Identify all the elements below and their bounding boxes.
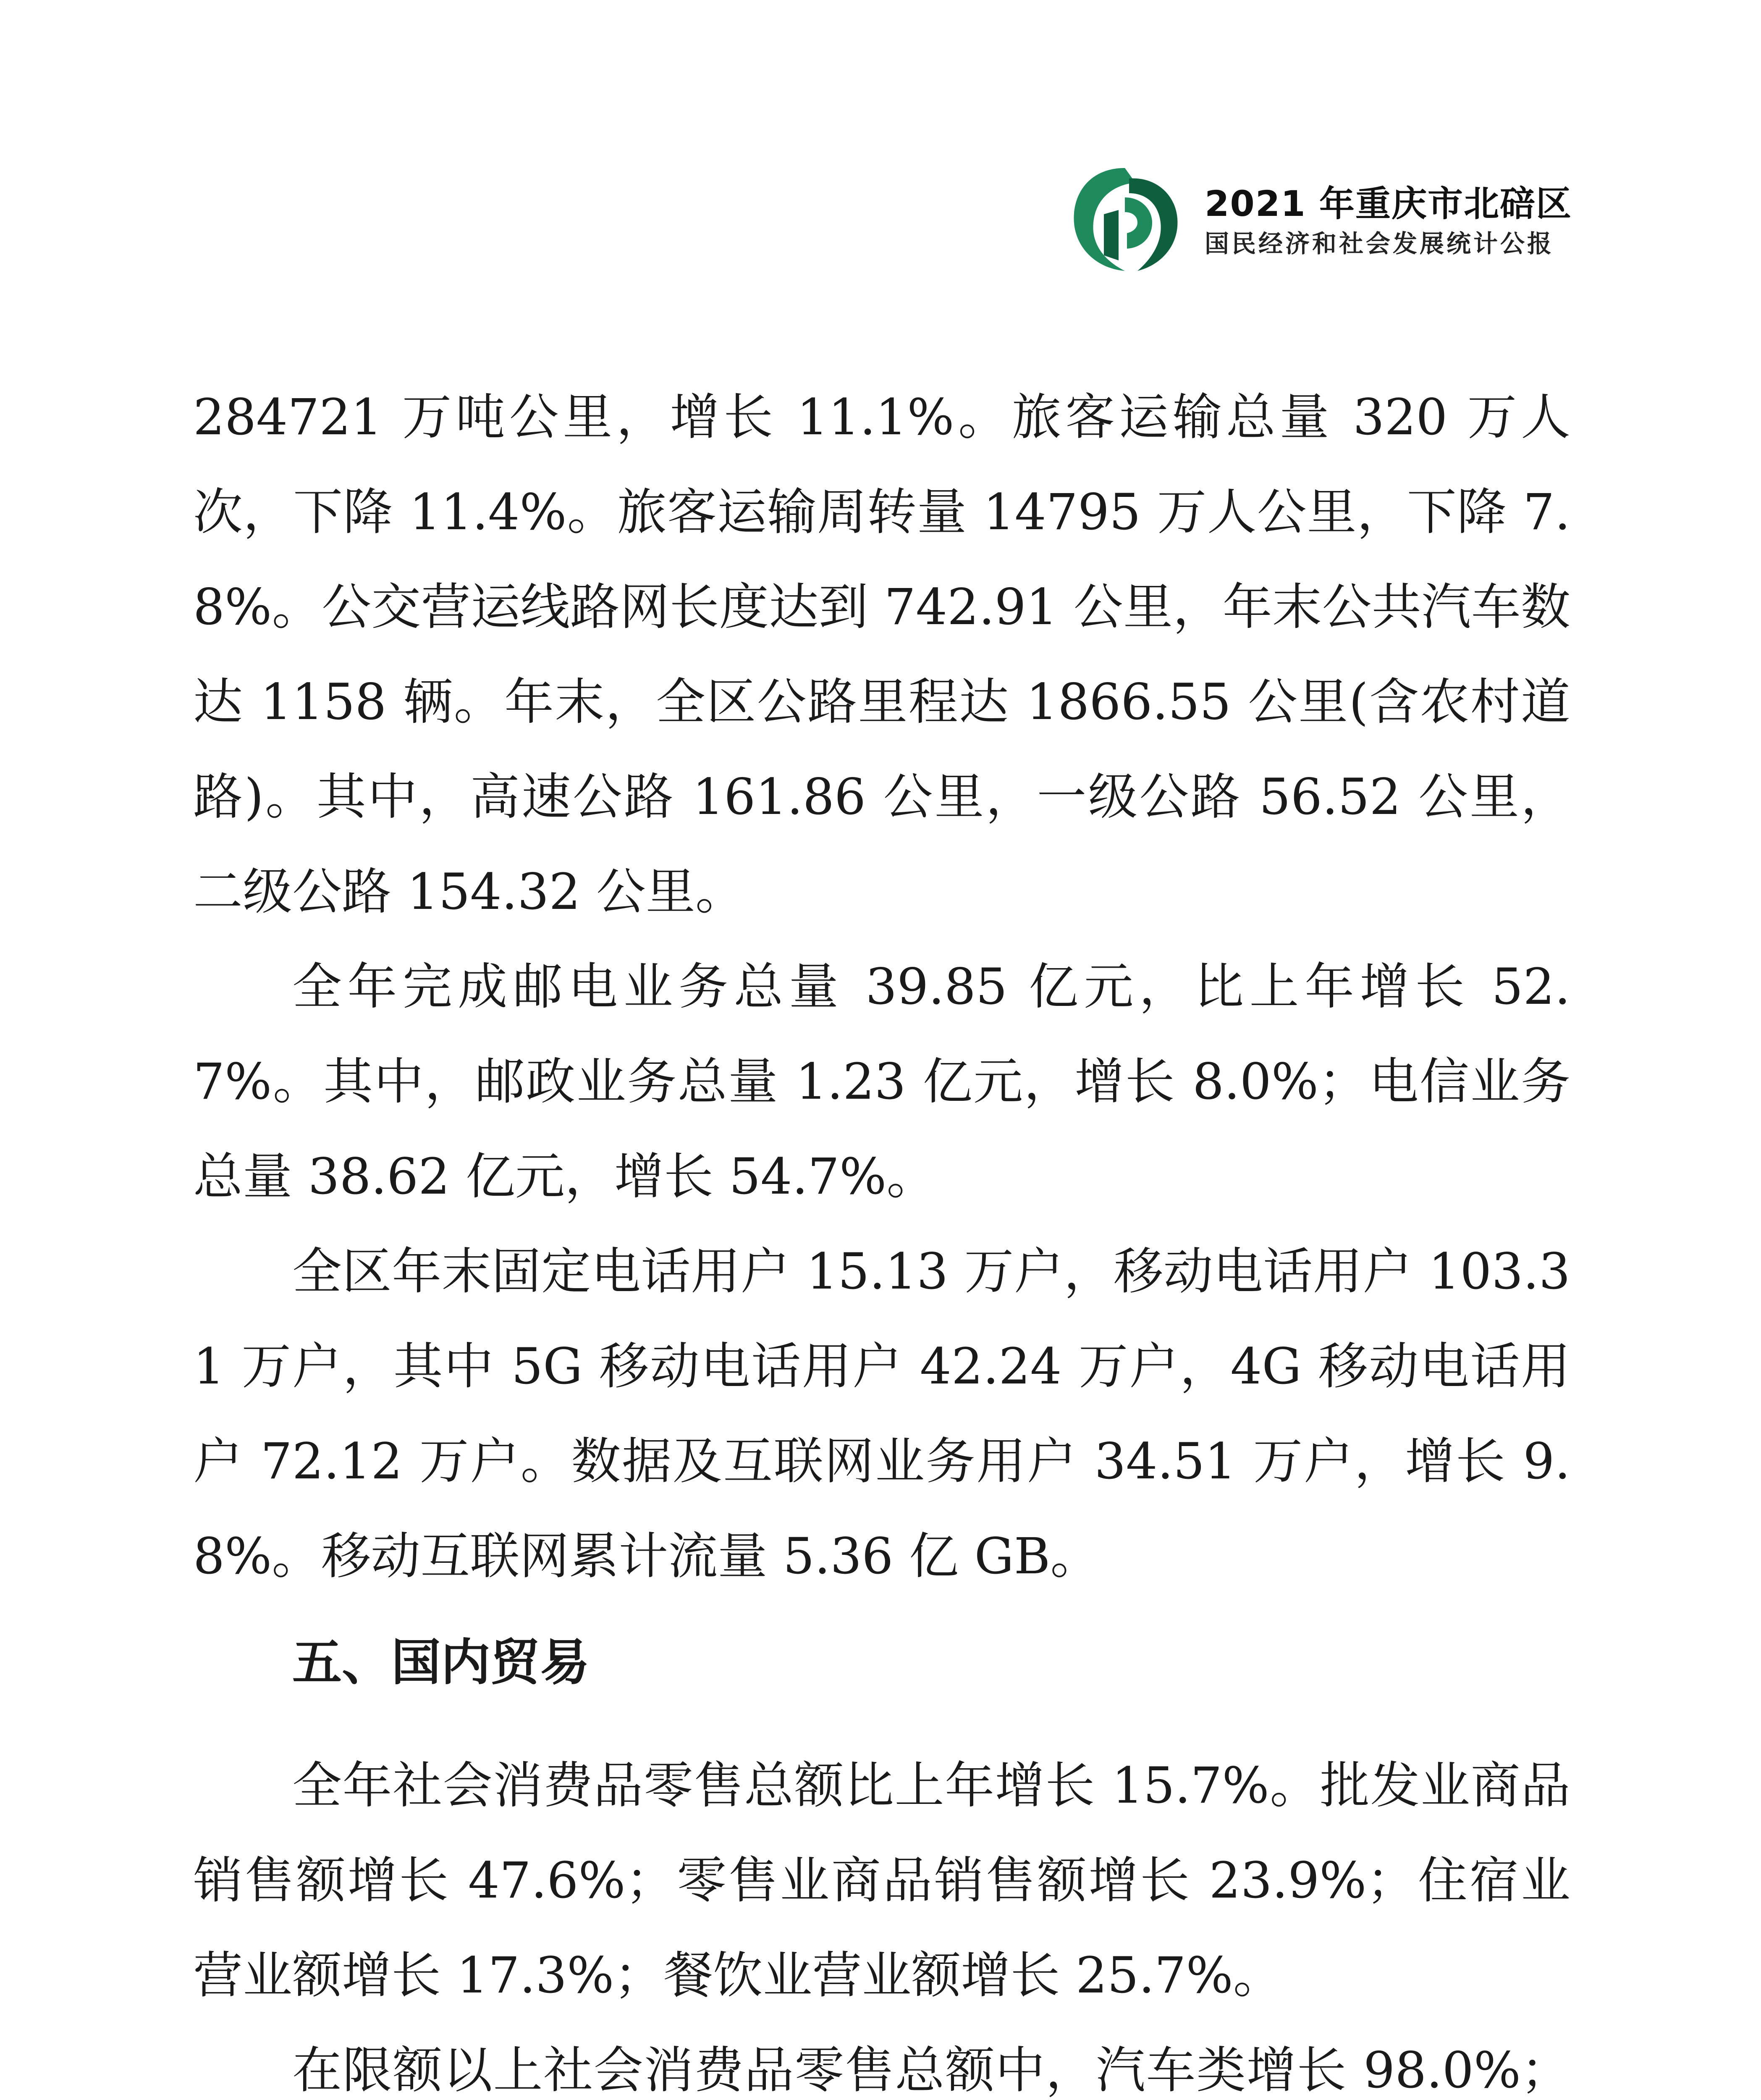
header-text-block bbox=[1205, 181, 1572, 260]
header-title: 2021 年重庆市北碚区 bbox=[1204, 183, 1572, 224]
paragraph-retail-categories: 在限额以上社会消费品零售总额中，汽车类增长 98.0%； bbox=[292, 2041, 1570, 2099]
section-heading-domestic-trade: 五、国内贸易 bbox=[292, 1633, 590, 1691]
page-header bbox=[1062, 160, 1572, 281]
paragraph-phone-users: 全区年末固定电话用户 15.13 万户，移动电话用户 103.31 万户，其中 5G 移动电话用户 42.24 万户，4G 移动电话用户 72.12 万户。数据及互联网业务用户 34.51 万户，增长 9.8%。移动互联网累计流量 5.36 亿 GB。 bbox=[193, 1242, 1570, 1585]
document-body bbox=[193, 370, 1570, 2100]
paragraph-transport: 284721 万吨公里，增长 11.1%。旅客运输总量 320 万人次，下降 11.4%。旅客运输周转量 14795 万人公里，下降 7.8%。公交营运线路网长度达到 742.91 公里，年末公共汽车数达 1158 辆。年末，全区公路里程达 1866.55 公里(含农村道路)。其中，高速公路 161.86 公里，一级公路 56.52 公里，二级公路 154.32 公里。 bbox=[193, 388, 1570, 921]
stats-logo-icon bbox=[1062, 160, 1188, 281]
paragraph-postal-telecom: 全年完成邮电业务总量 39.85 亿元，比上年增长 52.7%。其中，邮政业务总量 1.23 亿元，增长 8.0%；电信业务总量 38.62 亿元，增长 54.7%。 bbox=[193, 958, 1570, 1205]
header-subtitle: 国民经济和社会发展统计公报 bbox=[1204, 229, 1554, 258]
paragraph-retail-sales: 全年社会消费品零售总额比上年增长 15.7%。批发业商品销售额增长 47.6%；零售业商品销售额增长 23.9%；住宿业营业额增长 17.3%；餐饮业营业额增长 25.7%。 bbox=[193, 1756, 1570, 2004]
